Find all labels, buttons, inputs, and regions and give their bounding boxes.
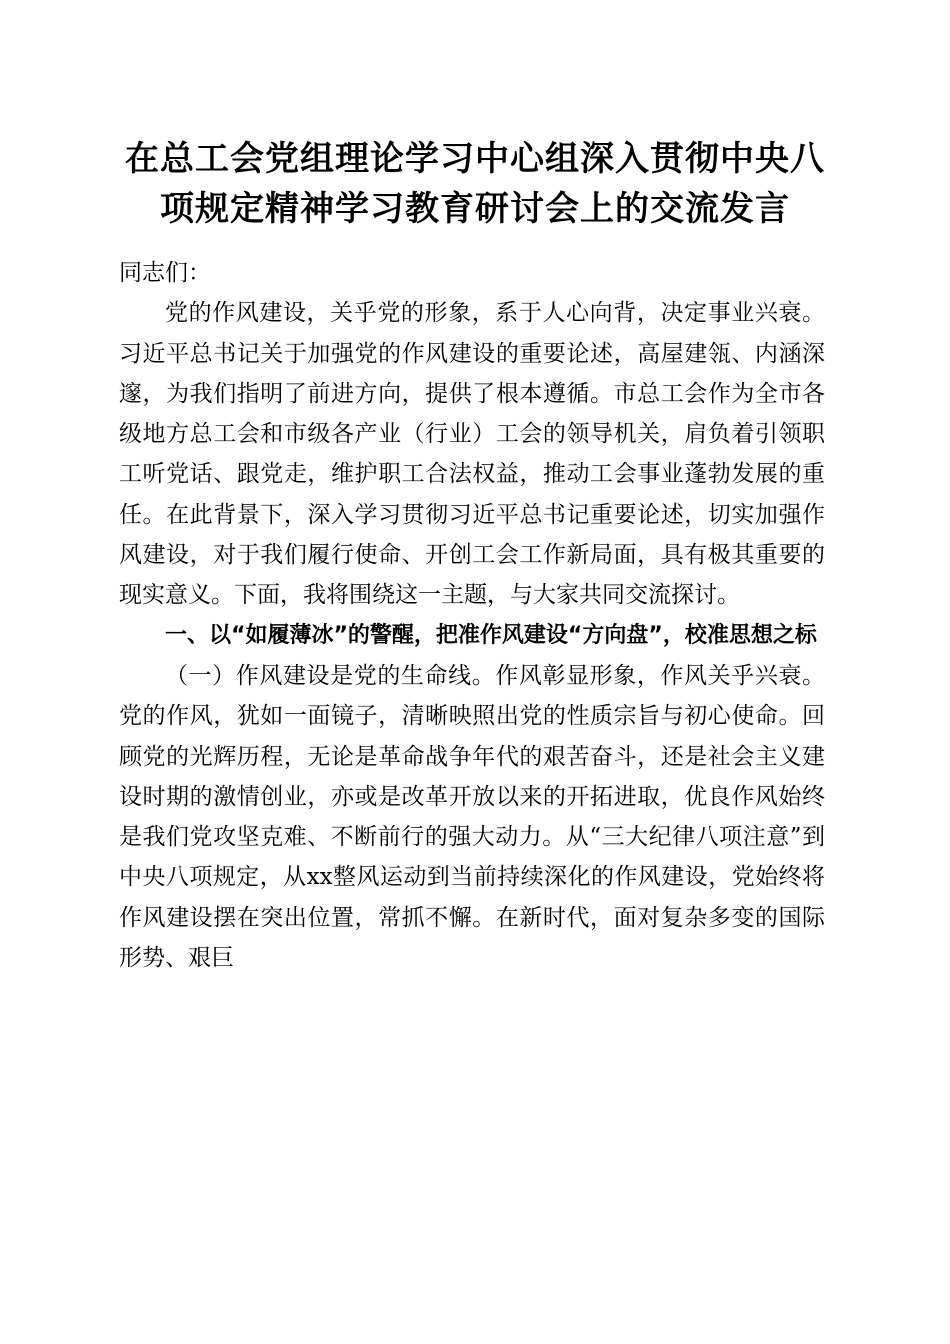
intro-paragraph: 党的作风建设，关乎党的形象，系于人心向背，决定事业兴衰。习近平总书记关于加强党的作风建设的重要论述，高屋建瓴、内涵深邃，为我们指明了前进方向，提供了根本遵循。市总工会作为全市各级地方总工会和市级各产业（行业）工会的领导机关，肩负着引领职工听党话、跟党走，维护职工合法权益，推动工会事业蓬勃发展的重任。在此背景下，深入学习贯彻习近平总书记重要论述，切实加强作风建设，对于我们履行使命、开创工会工作新局面，具有极其重要的现实意义。下面，我将围绕这一主题，与大家共同交流探讨。: [119, 300, 825, 609]
title-line-1: 在总工会党组理论学习中心组深入贯彻中央八: [125, 139, 825, 179]
document-body: [119, 253, 825, 978]
document-title: [100, 134, 850, 234]
subsection-paragraph-1: （一）作风建设是党的生命线。作风彰显形象，作风关乎兴衰。党的作风，犹如一面镜子，清晰映照出党的性质宗旨与初心使命。回顾党的光辉历程，无论是革命战争年代的艰苦奋斗，还是社会主义建设时期的激情创业，亦或是改革开放以来的开拓进取，优良作风始终是我们党攻坚克难、不断前行的强大动力。从“三大纪律八项注意”到中央八项规定，从xx整风运动到当前持续深化的作风建设，党始终将作风建设摆在突出位置，常抓不懈。在新时代，面对复杂多变的国际形势、艰巨: [119, 662, 825, 972]
section-heading-1: 一、以“如履薄冰”的警醒，把准作风建设“方向盘”，校准思想之标: [165, 622, 817, 648]
greeting: 同志们：: [119, 260, 211, 286]
title-line-2: 项规定精神学习教育研讨会上的交流发言: [160, 189, 790, 229]
